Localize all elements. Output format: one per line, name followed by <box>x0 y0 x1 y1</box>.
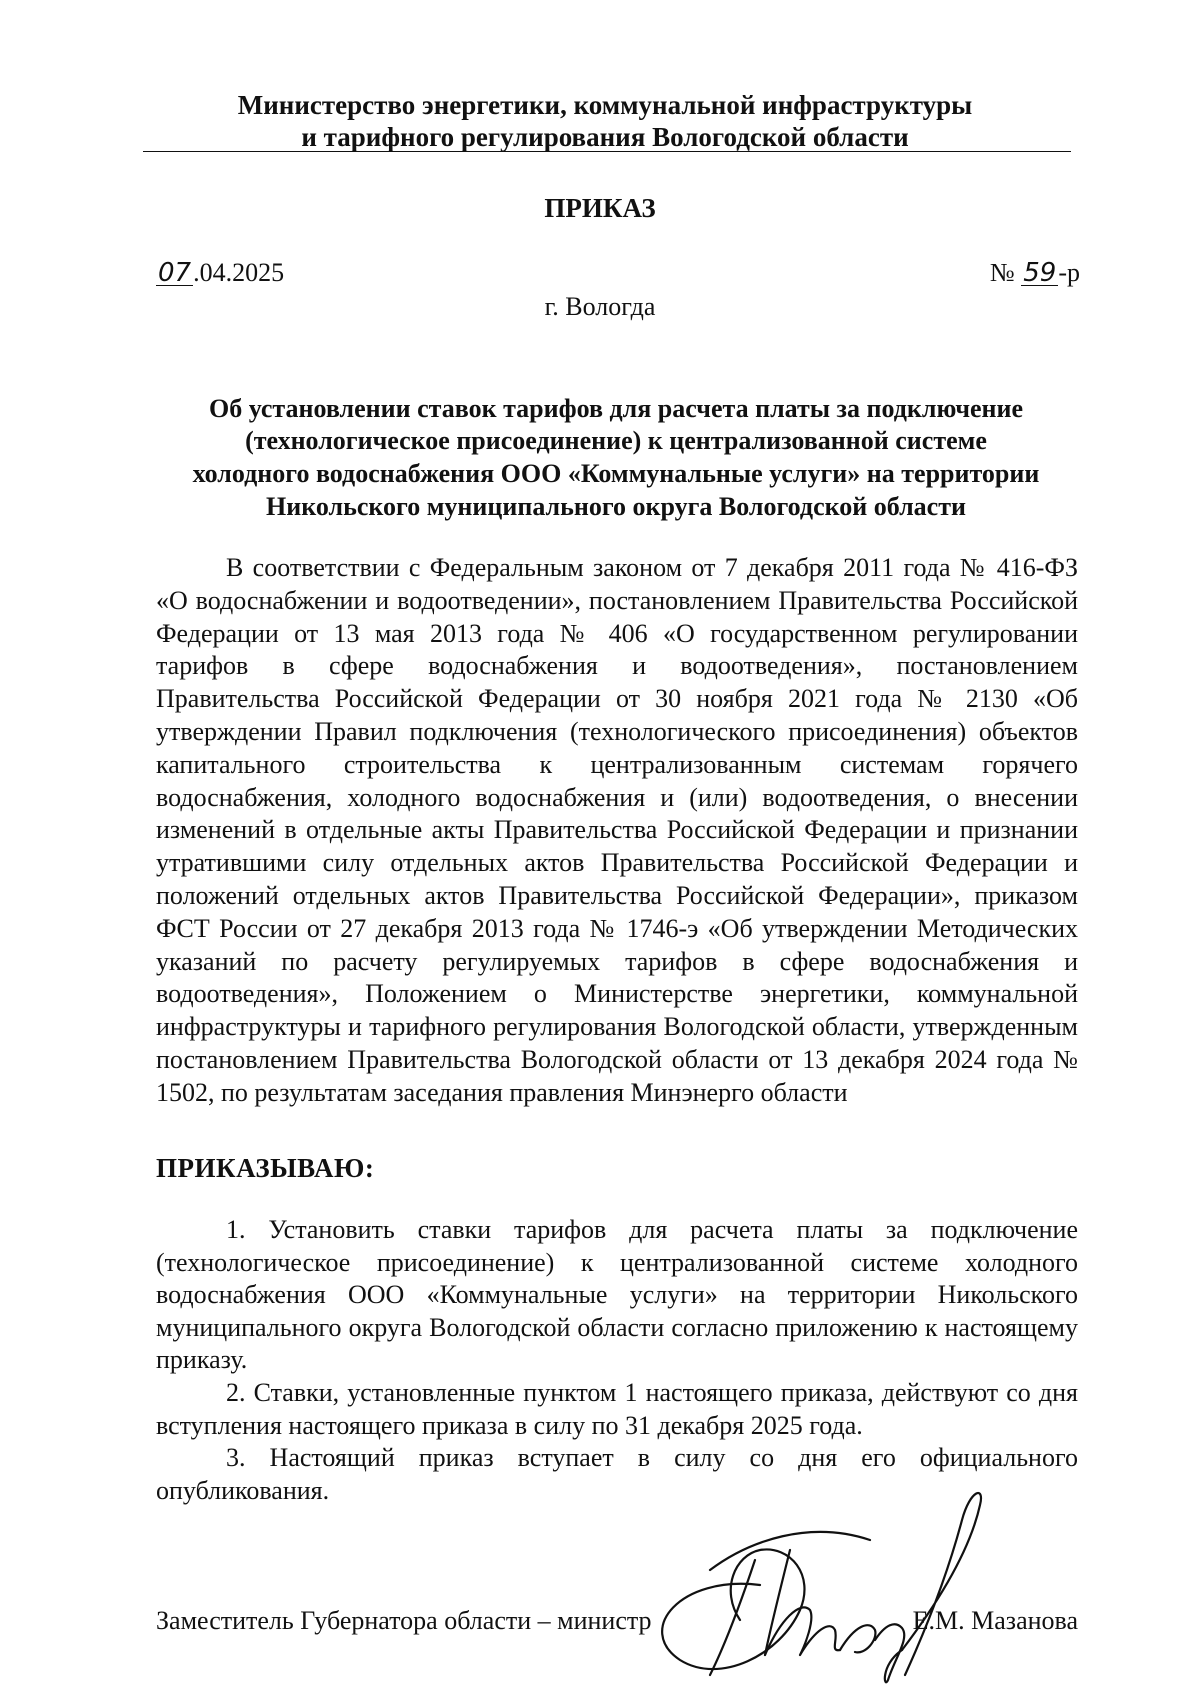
order-title-line-2: (технологическое присоединение) к централизованной системе <box>245 426 987 455</box>
ministry-name-line-1: Министерство энергетики, коммунальной инфраструктуры <box>237 90 973 120</box>
order-item-3: 3. Настоящий приказ вступает в силу со дня его официального опубликования. <box>156 1443 1078 1505</box>
order-number <box>990 258 1080 288</box>
order-number-prefix: № <box>989 258 1015 287</box>
order-date-month-year: .04.2025 <box>193 258 285 287</box>
order-item-1: 1. Установить ставки тарифов для расчета платы за подключение (технологическое присоединение) к централизованной системе холодного водоснабжения ООО «Коммунальные услуги» на территории Никольского муниципального округа Вологодской области согласно приложению к настоящему приказу. <box>156 1215 1078 1374</box>
document-type: ПРИКАЗ <box>544 193 656 223</box>
signatory-position: Заместитель Губернатора области – министр <box>156 1606 652 1635</box>
handwritten-signature <box>640 1480 1020 1695</box>
order-date-day: 07 <box>158 258 192 288</box>
ministry-name-line-2: и тарифного регулирования Вологодской области <box>301 122 909 152</box>
preamble-paragraph: В соответствии с Федеральным законом от 7 декабря 2011 года № 416-ФЗ «О водоснабжении и водоотведении», постановлением Правительства Российской Федерации от 13 мая 2013 года № 406 «О государственном регулировании тарифов в сфере водоснабжения и водоотведения», постановлением Правительства Российской Федерации от 30 ноября 2021 года № 2130 «Об утверждении Правил подключения (технологического присоединения) объектов капитального строительства к централизованным системам горячего водоснабжения, холодного водоснабжения и (или) водоотведения, о внесении изменений в отдельные акты Правительства Российской Федерации и признании утратившими силу отдельных актов Правительства Российской Федерации и положений отдельных актов Правительства Российской Федерации», приказом ФСТ России от 27 декабря 2013 года № 1746-э «Об утверждении Методических указаний по расчету регулируемых тарифов в сфере водоснабжения и водоотведения», Положением о Министерстве энергетики, коммунальной инфраструктуры и тарифного регулирования Вологодской области, утвержденным постановлением Правительства Вологодской области от 13 декабря 2024 года № 1502, по результатам заседания правления Минэнерго области <box>156 553 1078 1107</box>
order-title-line-3: холодного водоснабжения ООО «Коммунальные услуги» на территории <box>192 459 1040 488</box>
order-date <box>156 258 284 288</box>
header-divider <box>143 151 1071 152</box>
order-number-value: 59 <box>1023 258 1057 288</box>
order-title-line-4: Никольского муниципального округа Вологодской области <box>266 492 966 521</box>
order-number-suffix: -р <box>1058 258 1080 287</box>
order-directive-word: ПРИКАЗЫВАЮ: <box>156 1153 375 1183</box>
order-title-line-1: Об установлении ставок тарифов для расчета платы за подключение <box>208 394 1024 423</box>
order-item-2: 2. Ставки, установленные пунктом 1 настоящего приказа, действуют со дня вступления настоящего приказа в силу по 31 декабря 2025 года. <box>156 1378 1078 1440</box>
signatory-name: Е.М. Мазанова <box>912 1606 1078 1635</box>
city: г. Вологда <box>544 292 656 321</box>
